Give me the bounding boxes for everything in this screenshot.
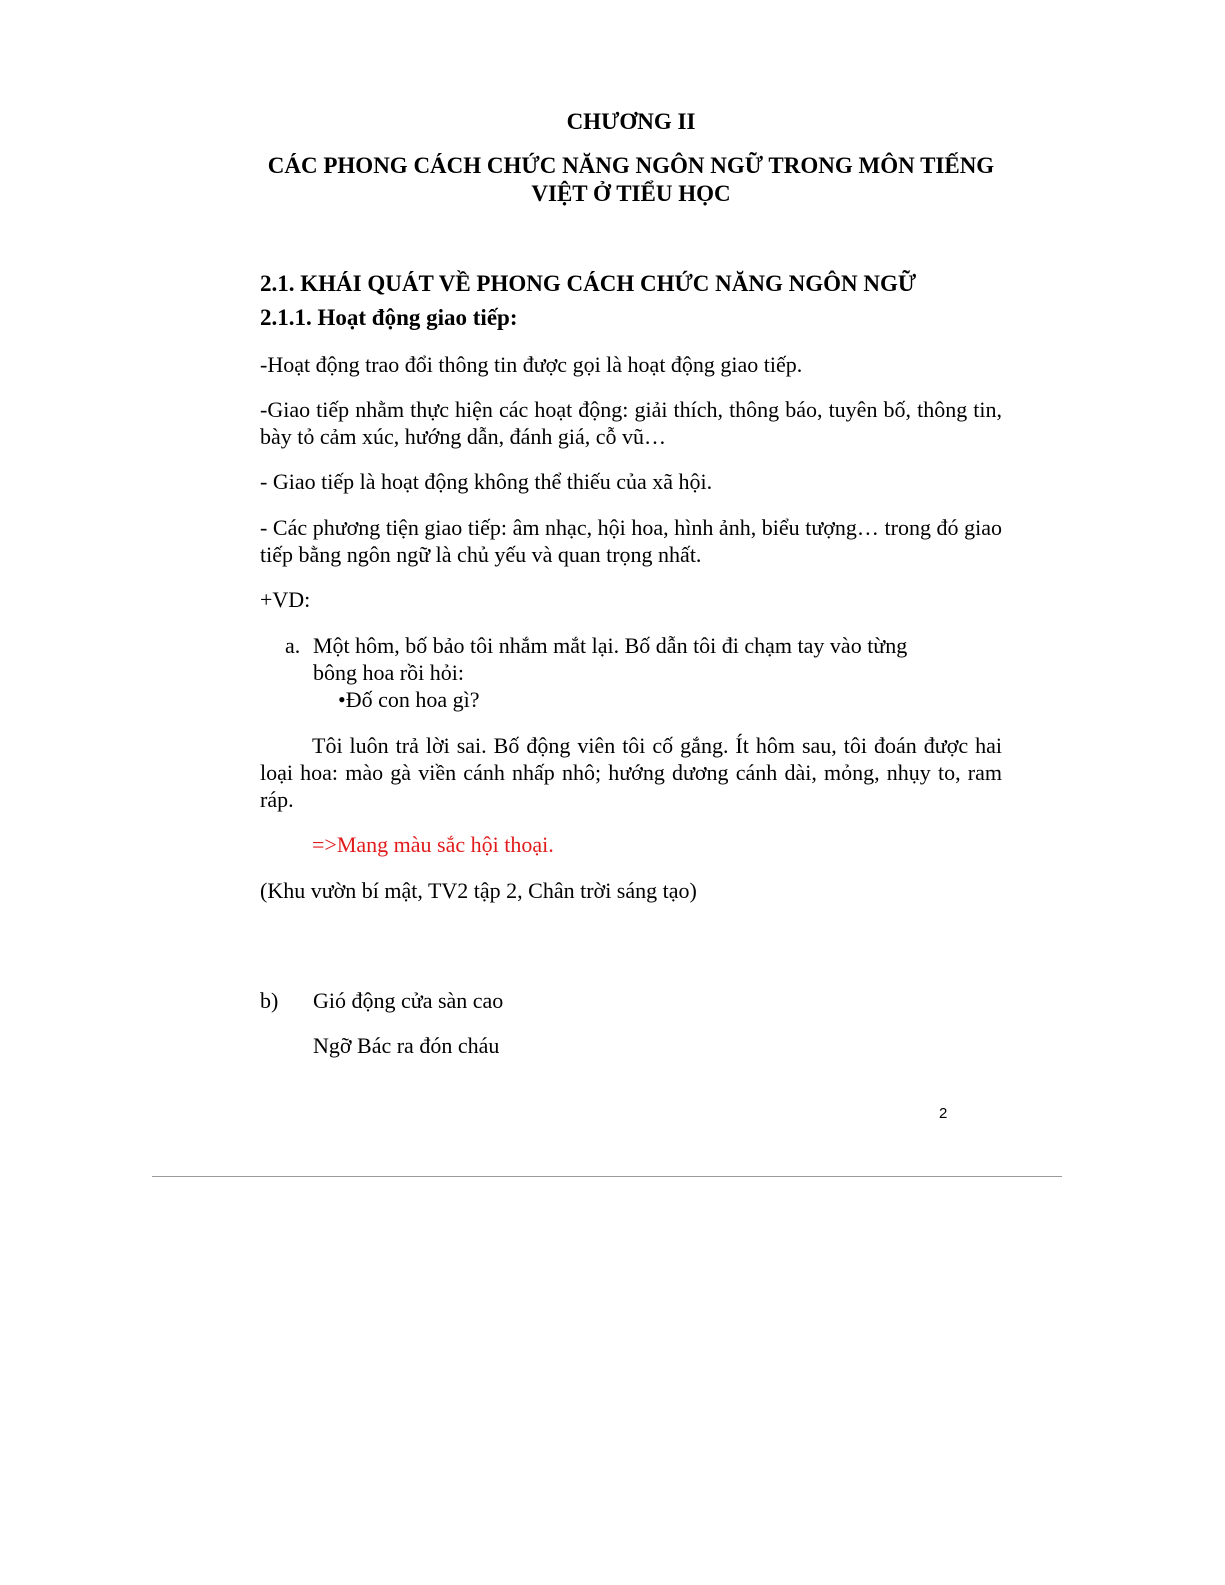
- example-a-first-line: [285, 632, 1002, 659]
- example-a-marker: a.: [285, 633, 301, 658]
- paragraph-purposes: -Giao tiếp nhằm thực hiện các hoạt động: giải thích, thông báo, tuyên bố, thông tin, bày tỏ cảm xúc, hướng dẫn, đánh giá, cỗ vũ…: [260, 397, 1002, 449]
- chapter-subtitle: CÁC PHONG CÁCH CHỨC NĂNG NGÔN NGỮ TRONG MÔN TIẾNG VIỆT Ở TIỂU HỌC: [267, 153, 995, 206]
- example-b-line1: Gió động cửa sàn cao: [313, 988, 504, 1013]
- example-a-story: Tôi luôn trả lời sai. Bố động viên tôi cố gắng. Ít hôm sau, tôi đoán được hai loại hoa: mào gà viền cánh nhấp nhô; hướng dương cánh dài, mỏng, nhụy to, ram ráp.: [260, 733, 1002, 812]
- example-b-marker: b): [260, 988, 279, 1013]
- example-a-question: •Đố con hoa gì?: [338, 687, 480, 712]
- chapter-title: CHƯƠNG II: [566, 109, 696, 134]
- example-a-line1: Một hôm, bố bảo tôi nhắm mắt lại. Bố dẫn tôi đi chạm tay vào từng: [313, 633, 908, 658]
- section-heading: 2.1. KHÁI QUÁT VỀ PHONG CÁCH CHỨC NĂNG NGÔN NGỮ: [260, 271, 917, 296]
- paragraph-definition: -Hoạt động trao đổi thông tin được gọi là hoạt động giao tiếp.: [260, 352, 803, 377]
- example-a-line2: bông hoa rồi hỏi:: [313, 660, 464, 685]
- paragraph-necessity: - Giao tiếp là hoạt động không thể thiếu của xã hội.: [260, 469, 713, 494]
- paragraph-means: - Các phương tiện giao tiếp: âm nhạc, hội hoa, hình ảnh, biểu tượng… trong đó giao tiếp bằng ngôn ngữ là chủ yếu và quan trọng nhất.: [260, 515, 1002, 567]
- example-a: [285, 632, 1002, 686]
- example-a-conclusion: =>Mang màu sắc hội thoại.: [312, 832, 554, 857]
- example-label: +VD:: [260, 587, 311, 612]
- example-a-source: (Khu vườn bí mật, TV2 tập 2, Chân trời sáng tạo): [260, 878, 697, 903]
- example-b-line2: Ngỡ Bác ra đón cháu: [313, 1033, 500, 1058]
- subsection-heading: 2.1.1. Hoạt động giao tiếp:: [260, 305, 518, 330]
- page-divider: [152, 1176, 1062, 1177]
- page-number: 2: [939, 1105, 948, 1122]
